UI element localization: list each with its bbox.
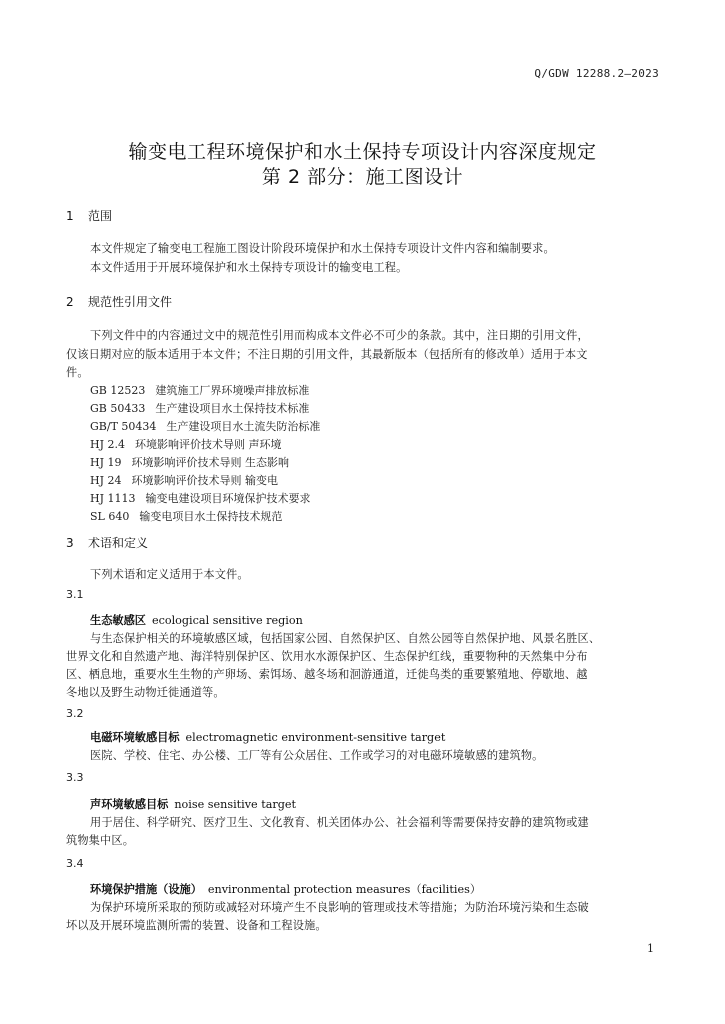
paragraph-line: 下列文件中的内容通过文中的规范性引用而构成本文件必不可少的条款。其中，注日期的引用文件， xyxy=(90,329,589,342)
paragraph-line: 件。 xyxy=(66,366,89,379)
page-number: 1 xyxy=(647,942,654,955)
reference-item: SL 640 输变电项目水土保持技术规范 xyxy=(90,510,283,523)
definition-line: 世界文化和自然遗产地、海洋特别保护区、饮用水水源保护区、生态保护红线，重要物种的天然集中分布 xyxy=(66,650,588,663)
paragraph: 本文件规定了输变电工程施工图设计阶段环境保护和水土保持专项设计文件内容和编制要求。 xyxy=(90,242,555,255)
section-title: 规范性引用文件 xyxy=(88,295,173,309)
clause-number: 3.3 xyxy=(66,771,84,784)
paragraph: 下列术语和定义适用于本文件。 xyxy=(90,568,249,581)
term-english: noise sensitive target xyxy=(174,798,297,811)
paragraph-line: 仅该日期对应的版本适用于本文件；不注日期的引用文件，其最新版本（包括所有的修改单）适用于本文 xyxy=(66,348,588,361)
standard-code: Q/GDW 12288.2—2023 xyxy=(534,67,659,80)
term-chinese: 电磁环境敏感目标 xyxy=(90,731,180,744)
section-title: 术语和定义 xyxy=(88,536,149,550)
document-title: 输变电工程环境保护和水土保持专项设计内容深度规定 xyxy=(128,141,597,163)
reference-item: GB 50433 生产建设项目水土保持技术标准 xyxy=(90,402,310,415)
reference-item: GB 12523 建筑施工厂界环境噪声排放标准 xyxy=(90,384,310,397)
section-2-heading xyxy=(66,293,172,310)
term-chinese: 环境保护措施（设施） xyxy=(90,883,202,896)
clause-number: 3.1 xyxy=(66,588,84,601)
clause-number: 3.2 xyxy=(66,707,84,720)
definition-line: 区、栖息地，重要水生生物的产卵场、索饵场、越冬场和洄游通道，迁徙鸟类的重要繁殖地、停歇地、越 xyxy=(66,668,588,681)
definition-line: 医院、学校、住宅、办公楼、工厂等有公众居住、工作或学习的对电磁环境敏感的建筑物。 xyxy=(90,749,544,762)
definition-line: 与生态保护相关的环境敏感区域，包括国家公园、自然保护区、自然公园等自然保护地、风景名胜区、 xyxy=(90,632,601,645)
definition-line: 冬地以及野生动物迁徙通道等。 xyxy=(66,686,225,699)
section-title: 范围 xyxy=(88,209,113,223)
section-number: 2 xyxy=(66,295,74,309)
definition-line: 为保护环境所采取的预防或减轻对环境产生不良影响的管理或技术等措施；为防治环境污染和生态破 xyxy=(90,901,589,914)
term-entry xyxy=(90,729,445,745)
section-number: 1 xyxy=(66,209,74,223)
term-chinese: 生态敏感区 xyxy=(90,614,146,627)
clause-number: 3.4 xyxy=(66,857,84,870)
section-1-heading xyxy=(66,207,112,224)
term-chinese: 声环境敏感目标 xyxy=(90,798,169,811)
section-3-heading xyxy=(66,534,148,551)
term-entry xyxy=(90,881,481,897)
term-entry xyxy=(90,796,296,812)
definition-line: 用于居住、科学研究、医疗卫生、文化教育、机关团体办公、社会福利等需要保持安静的建筑物或建 xyxy=(90,816,589,829)
definition-line: 筑物集中区。 xyxy=(66,834,135,847)
reference-item: HJ 24 环境影响评价技术导则 输变电 xyxy=(90,474,278,487)
definition-line: 坏以及开展环境监测所需的装置、设备和工程设施。 xyxy=(66,919,327,932)
reference-item: HJ 19 环境影响评价技术导则 生态影响 xyxy=(90,456,289,469)
document-subtitle: 第 2 部分：施工图设计 xyxy=(261,166,464,188)
reference-item: HJ 2.4 环境影响评价技术导则 声环境 xyxy=(90,438,282,451)
term-english: electromagnetic environment-sensitive target xyxy=(185,731,446,744)
reference-item: HJ 1113 输变电建设项目环境保护技术要求 xyxy=(90,492,311,505)
section-number: 3 xyxy=(66,536,74,550)
term-entry xyxy=(90,612,303,628)
reference-item: GB/T 50434 生产建设项目水土流失防治标准 xyxy=(90,420,321,433)
term-english: ecological sensitive region xyxy=(151,614,303,627)
term-english: environmental protection measures（facilities） xyxy=(207,883,482,896)
paragraph: 本文件适用于开展环境保护和水土保持专项设计的输变电工程。 xyxy=(90,261,408,274)
